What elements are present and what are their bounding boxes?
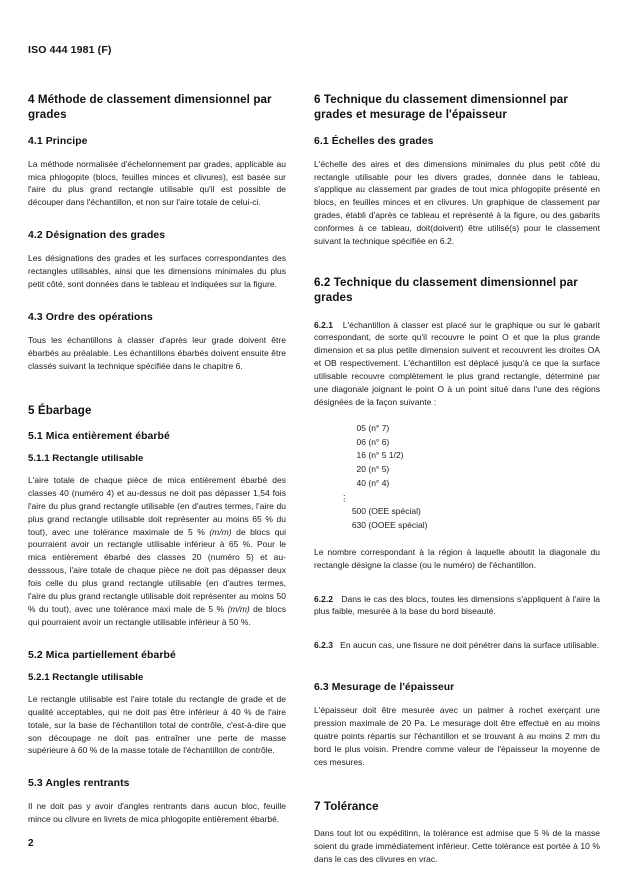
list-item xyxy=(346,477,600,491)
grade-value: 500 xyxy=(351,506,366,517)
heading-section-6-2: 6.2 Technique du classement dimensionnel par grades xyxy=(314,275,578,305)
heading-section-5-1: 5.1 Mica entièrement ébarbé xyxy=(28,430,170,442)
clause-number-6-2-1: 6.2.1 xyxy=(314,319,334,330)
paragraph-6-1: L'échelle des aires et des dimensions minimales du plus petit côté du rectangle utilisable pour les divers grades, donnée dans le tableau, s'applique au classement par grades de tout mica phlogopite présenté en blocs, en feuilles minces et en clivures. Un graphique de classement par grades, établi d'après ce tableau et représenté à la figure, ou des gabarits conformes à ce tableau, doit(doivent) être utilisé(s) pour le classement suivant la technique spécifiée en 6.2. xyxy=(314,158,600,247)
grade-label: (n° 5 1/2) xyxy=(368,450,404,461)
heading-section-5-2: 5.2 Mica partiellement ébarbé xyxy=(28,649,176,661)
paragraph-5-1-1-part1: L'aire totale de chaque pièce de mica entièrement ébarbé des classes 40 (numéro 4) et au-dessus ne doit pas dépasser 1,54 fois l'aire du plus grand rectangle utilisable (en d'autres termes, l'aire du plus grand rectangle utilisable doit représenter au moins 65 % du tout), avec une tolérance maximale de 5 % xyxy=(28,474,286,537)
paragraph-4-1: La méthode normalisée d'échelonnement par grades, applicable au mica phlogopite (blocs, feuilles minces et clivures), est basée sur l'aire du plus grand rectangle utilisable qu'il est possible de découper dans l'échantillon, et non sur l'aire totale de celui-ci. xyxy=(28,158,286,208)
right-column xyxy=(314,92,600,866)
paragraph-7: Dans tout lot ou expéditinn, la tolérance est admise que 5 % de la masse soient du grade immédiatement inférieur. Cette tolérance est portée à 10 % dans le cas des clivures en vrac. xyxy=(314,828,600,864)
heading-section-4-1: 4.1 Principe xyxy=(28,135,88,147)
paragraph-5-1-1-part2: de blocs qui pourraient avoir un rectangle utilisable inférieur à 65 %. Pour le mica entièrement ébarbé des classes 20 (numéro 5) et au-desssous, l'aire totale de chaque pièce ne doit pas dépasser deux fois celle du plus grand rectangle utilisable (en d'autres termes, l'aire du plus grand rectangle utilisable doit représenter au moins 50 % du tout), avec une tolérance maxi male de 5 % xyxy=(28,526,286,615)
paragraph-5-1-1 xyxy=(28,474,286,629)
page-number: 2 xyxy=(28,838,34,849)
list-item xyxy=(346,422,600,436)
grade-label: (n° 5) xyxy=(368,464,390,475)
paragraph-5-1-1-italic2: (m/m) xyxy=(227,604,250,615)
paragraph-after-grade-list: Le nombre correspondant à la région à laquelle aboutit la diagonale du rectangle désigne la classe (ou le numéro) de l'échantillon. xyxy=(314,546,600,570)
heading-section-4: 4 Méthode de classement dimensionnel par grades xyxy=(28,93,272,122)
grade-label: (n° 7) xyxy=(368,422,390,433)
grade-value: 40 xyxy=(356,477,366,488)
grade-label: (n° 4) xyxy=(368,477,390,488)
grade-label: (OEE spécial) xyxy=(368,506,421,517)
grade-list xyxy=(314,422,600,491)
heading-section-7: 7 Tolérance xyxy=(314,799,379,813)
heading-section-5-2-1: 5.2.1 Rectangle utilisable xyxy=(28,671,144,683)
paragraph-5-3: Il ne doit pas y avoir d'angles rentrants dans aucun bloc, feuille mince ou clivure en livrets de mica phlogopite entièrement ébarbé. xyxy=(28,801,286,825)
grade-value: 20 xyxy=(356,464,366,475)
list-item xyxy=(346,463,600,477)
paragraph-5-2-1: Le rectangle utilisable est l'aire totale du rectangle de grade et de qualité acceptables, qui ne doit pas être inférieur à 40 % de l'aire totale, sur la base de l'échantillon total de contrôle, c'est-à-dire que son découpage ne doit pas entraîner une perte de masse supérieure à 60 % de la masse totale de l'échantillon de contrôle. xyxy=(28,693,286,756)
grade-list-special xyxy=(314,505,600,533)
list-item xyxy=(346,449,600,463)
list-item xyxy=(346,519,600,533)
heading-section-4-3: 4.3 Ordre des opérations xyxy=(28,311,153,323)
heading-section-5-1-1: 5.1.1 Rectangle utilisable xyxy=(28,452,144,464)
page-header: ISO 444 1981 (F) xyxy=(28,44,112,56)
grade-label: (OOEE spécial) xyxy=(368,519,428,530)
paragraph-5-1-1-italic1: (m/m) xyxy=(209,526,232,537)
list-item xyxy=(346,505,600,519)
clause-number-6-2-3: 6.2.3 xyxy=(314,640,334,651)
ellipsis-vertical: ⋮ xyxy=(340,492,349,503)
grade-value: 630 xyxy=(351,519,366,530)
paragraph-4-3: Tous les échantillons à classer d'après leur grade doivent être ébarbés au préalable. Les échantillons ébarbés doivent ensuite être classés suivant la technique spécifiée dans le chapitre 6. xyxy=(28,334,286,371)
paragraph-4-2: Les désignations des grades et les surfaces correspondantes des rectangles utilisables, ainsi que les dimensions minimales du plus petit côté, sont données dans le tableau et indiquées sur la figure. xyxy=(28,253,286,290)
grade-value: 06 xyxy=(356,436,366,447)
paragraph-6-2-3 xyxy=(314,639,600,652)
clause-text-6-2-1: L'échantillon à classer est placé sur le graphique ou sur le gabarit correspondant, de sorte qu'il recouvre le point O et que la plus grande dimension et sa plus petite dimension suivent et recouvrent les droites OA et OB respectivement. L'échantillon est déplacé jusqu'à ce que la surface utilisable recouvre complètement le plus grand rectangle, déterminé par une diagonale joignant le point O à un point situé dans l'une des régions désignées de la façon suivante : xyxy=(314,319,600,407)
clause-text-6-2-2: Dans le cas des blocs, toutes les dimensions s'appliquent à l'aire la plus faible, mesurée à la base du bord biseauté. xyxy=(314,593,600,617)
paragraph-6-2-1 xyxy=(314,319,600,409)
heading-section-6-1: 6.1 Échelles des grades xyxy=(314,135,434,147)
clause-text-6-2-3: En aucun cas, une fissure ne doit pénétrer dans la surface utilisable. xyxy=(340,640,600,651)
heading-section-5: 5 Ébarbage xyxy=(28,403,92,417)
grade-label: (n° 6) xyxy=(368,436,390,447)
paragraph-6-3: L'épaisseur doit être mesurée avec un palmer à rochet exerçant une pression maximale de 20 Pa. Le mesurage doit être effectué en au moins quatre points répartis sur l'échantillon et se trouvant à au moins 2 mm du bord le plus voisin. Prendre comme valeur de l'épaisseur la moyenne de ces mesures. xyxy=(314,705,600,767)
paragraph-6-2-2 xyxy=(314,593,600,619)
left-column xyxy=(28,92,286,866)
grade-value: 16 xyxy=(356,450,366,461)
heading-section-6: 6 Technique du classement dimensionnel par grades et mesurage de l'épaisseur xyxy=(314,93,568,122)
paragraph-5-1-1-part3: de blocs qui pourraient avoir un rectangle utilisable inférieur à 50 %. xyxy=(28,604,286,627)
heading-section-5-3: 5.3 Angles rentrants xyxy=(28,778,130,790)
heading-section-4-2: 4.2 Désignation des grades xyxy=(28,230,166,242)
clause-number-6-2-2: 6.2.2 xyxy=(314,593,334,604)
two-column-layout xyxy=(28,92,600,866)
heading-section-6-3: 6.3 Mesurage de l'épaisseur xyxy=(314,682,455,694)
grade-value: 05 xyxy=(356,422,366,433)
list-item xyxy=(346,436,600,450)
